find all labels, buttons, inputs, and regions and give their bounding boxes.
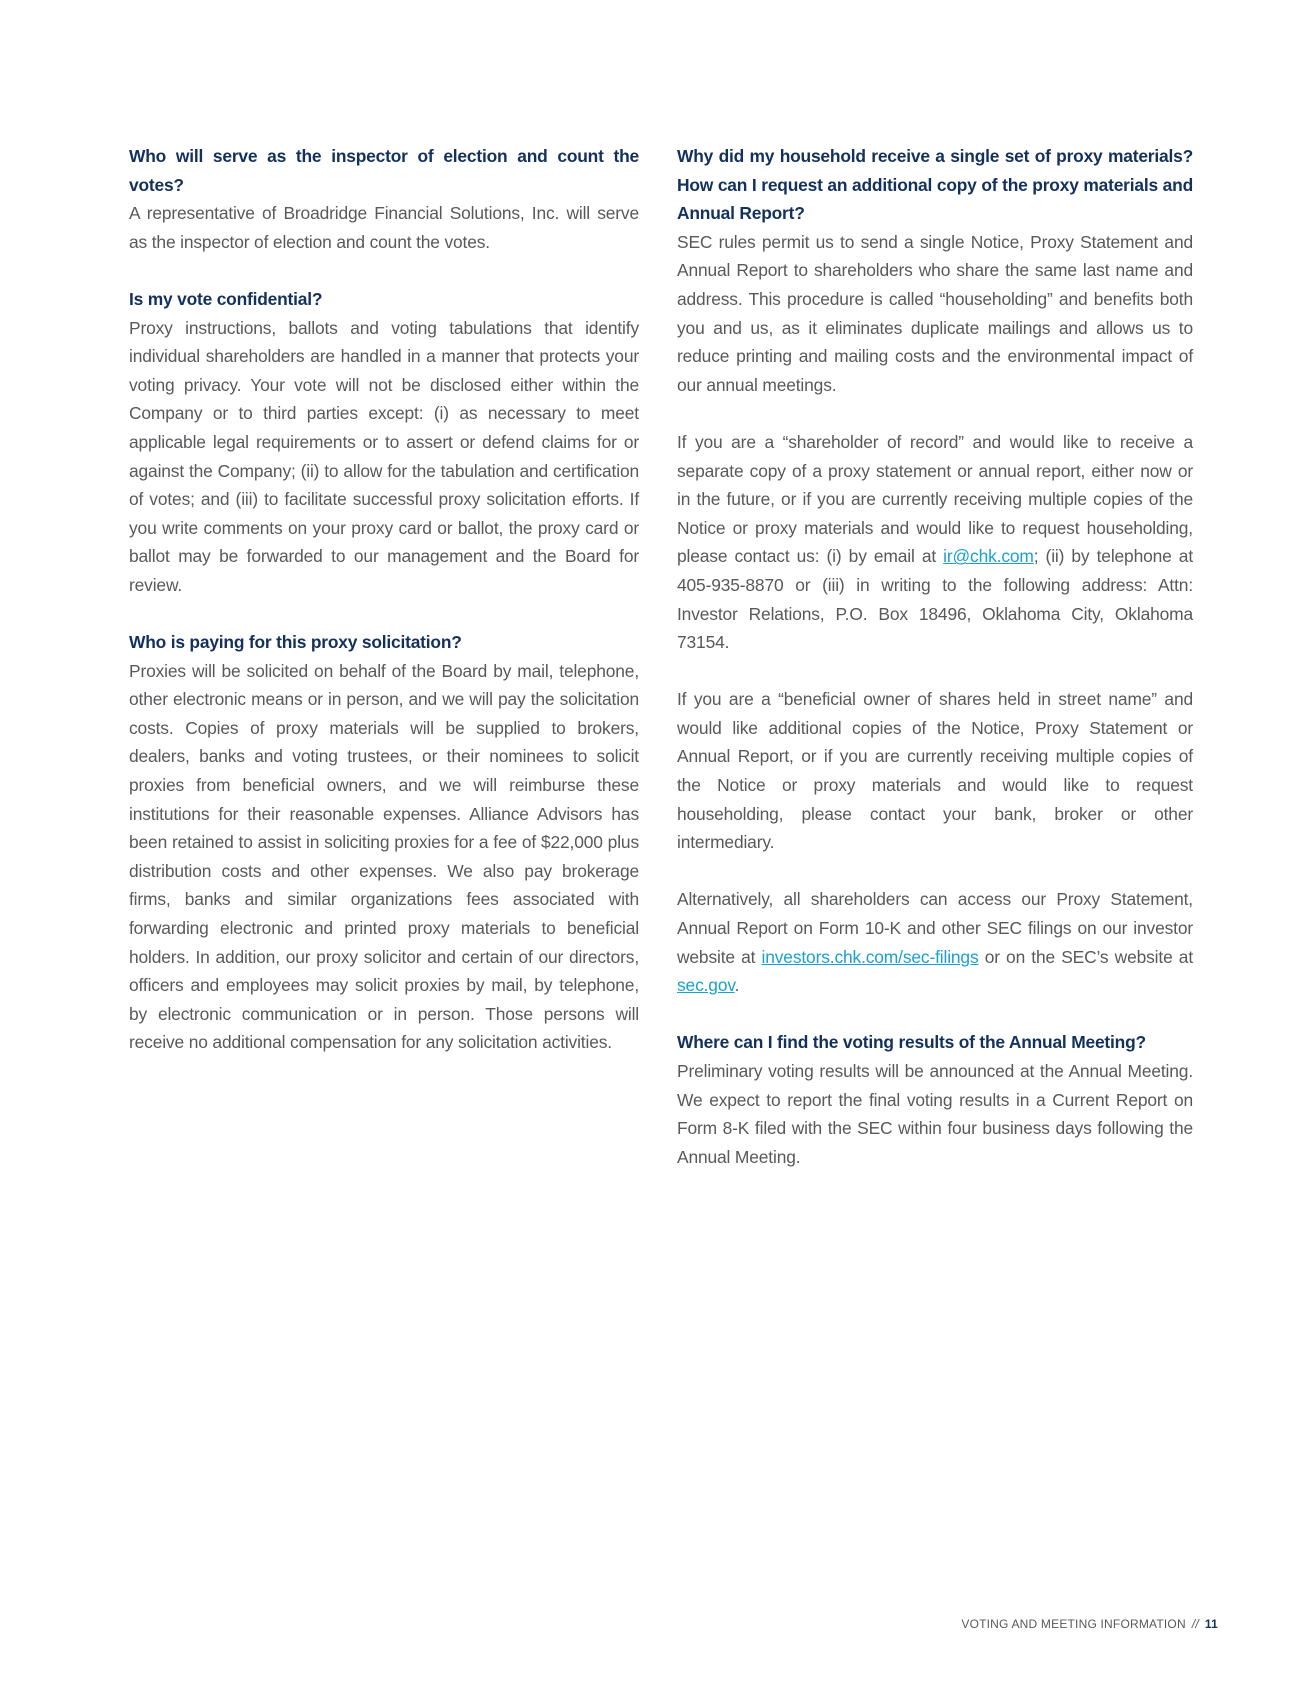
alternatively-paragraph: Alternatively, all shareholders can access our Proxy Statement, Annual Report on Form 10-K and other SEC filings on our investor website at investors.chk.com/sec-filings or on the SEC’s website at sec.gov. [677, 889, 1193, 996]
page-number: 11 [1204, 1617, 1218, 1631]
left-column [129, 142, 639, 1057]
record-paragraph: If you are a “shareholder of record” and would like to receive a separate copy of a proxy statement or annual report, either now or in the future, or if you are currently receiving multiple copies of the Notice or proxy materials and would like to request householding, please contact us: (i) by email at ir@chk.com; (ii) by telephone at 405-935-8870 or (iii) in writing to the following address: Attn: Investor Relations, P.O. Box 18496, Oklahoma City, Oklahoma 73154. [677, 431, 1194, 653]
household-question: Why did my household receive a single set of proxy materials? How can I request an additional copy of the proxy materials and Annual Report? [677, 146, 1193, 224]
paying-question: Who is paying for this proxy solicitation? [129, 632, 462, 653]
sec-website-link[interactable]: sec.gov [677, 975, 735, 996]
investor-website-link[interactable]: investors.chk.com/sec-filings [761, 946, 979, 967]
confidential-question: Is my vote confidential? [129, 288, 323, 309]
right-column [677, 142, 1193, 1171]
beneficial-paragraph: If you are a “beneficial owner of shares held in street name” and would like additional copies of the Notice, Proxy Statement or Annual Report, or if you are currently receiving multiple copies of the Notice or proxy materials and would like to request householding, please contact your bank, broker or other intermediary. [677, 689, 1193, 853]
footer-section-title: VOTING AND MEETING INFORMATION [961, 1617, 1186, 1631]
results-question: Where can I find the voting results of the Annual Meeting? [677, 1032, 1146, 1053]
paying-answer: Proxies will be solicited on behalf of the Board by mail, telephone, other electronic means or in person, and we will pay the solicitation costs. Copies of proxy materials will be supplied to brokers, dealers, banks and voting trustees, or their nominees to solicit proxies from beneficial owners, and we will reimburse these institutions for their reasonable expenses. Alliance Advisors has been retained to assist in soliciting proxies for a fee of $22,000 plus distribution costs and other expenses. We also pay brokerage firms, banks and similar organizations fees associated with forwarding electronic and printed proxy materials to beneficial holders. In addition, our proxy solicitor and certain of our directors, officers and employees may solicit proxies by mail, by telephone, by electronic communication or in person. Those persons will receive no additional compensation for any solicitation activities. [129, 660, 639, 1053]
inspector-question: Who will serve as the inspector of election and count the votes? [129, 146, 639, 195]
inspector-answer: A representative of Broadridge Financial Solutions, Inc. will serve as the inspector of election and count the votes. [129, 203, 639, 252]
household-answer: SEC rules permit us to send a single Notice, Proxy Statement and Annual Report to shareholders who share the same last name and address. This procedure is called “householding” and benefits both you and us, as it eliminates duplicate mailings and allows us to reduce printing and mailing costs and the environmental impact of our annual meetings. [677, 231, 1193, 395]
email-link[interactable]: ir@chk.com [943, 546, 1034, 567]
footer-separator: // [1191, 1617, 1199, 1631]
page-footer [961, 1617, 1218, 1631]
confidential-answer: Proxy instructions, ballots and voting tabulations that identify individual shareholders are handled in a manner that protects your voting privacy. Your vote will not be disclosed either within the Company or to third parties except: (i) as necessary to meet applicable legal requirements or to assert or defend claims for or against the Company; (ii) to allow for the tabulation and certification of votes; and (iii) to facilitate successful proxy solicitation efforts. If you write comments on your proxy card or ballot, the proxy card or ballot may be forwarded to our management and the Board for review. [129, 317, 639, 595]
results-answer: Preliminary voting results will be announced at the Annual Meeting. We expect to report the final voting results in a Current Report on Form 8-K filed with the SEC within four business days following the Annual Meeting. [677, 1061, 1193, 1167]
